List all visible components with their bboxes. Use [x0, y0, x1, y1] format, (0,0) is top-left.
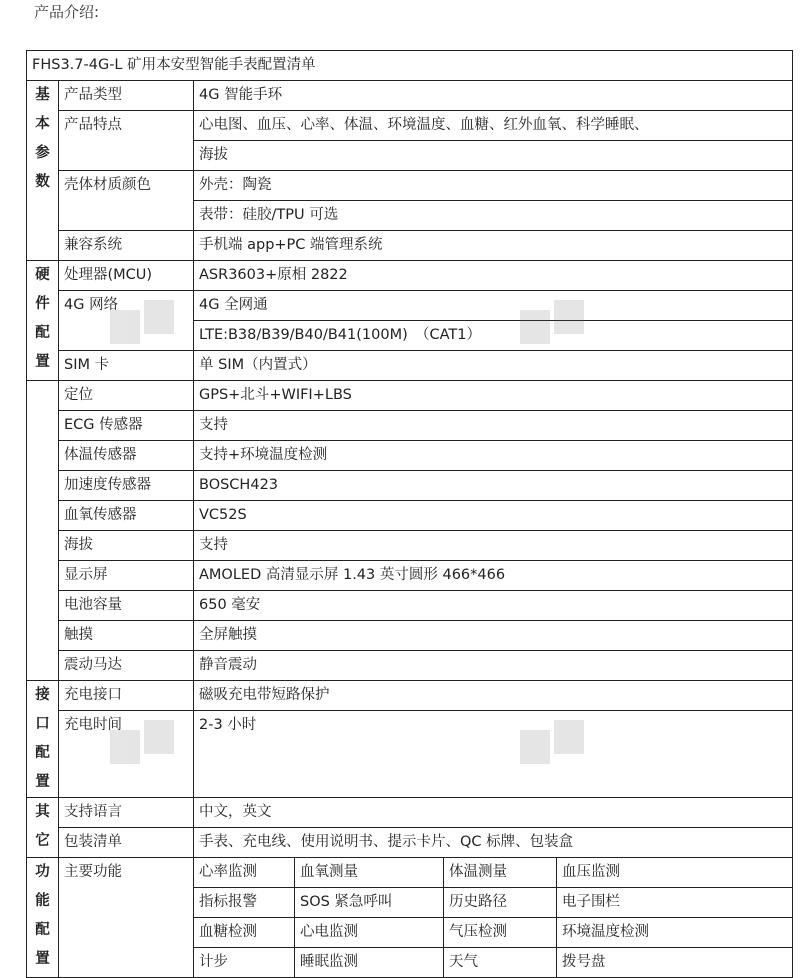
row-value: 支持+环境温度检测 [194, 441, 793, 471]
row-label: 处理器(MCU) [59, 261, 194, 291]
group-char: 配 [35, 745, 50, 761]
row-value: 表带：硅胶/TPU 可选 [194, 201, 793, 231]
row-value: 心电图、血压、心率、体温、环境温度、血糖、红外血氧、科学睡眠、 [194, 111, 793, 141]
function-cell: 血氧测量 [295, 858, 444, 888]
function-cell: 指标报警 [194, 888, 295, 918]
row-value: BOSCH423 [194, 471, 793, 501]
function-cell: 环境温度检测 [557, 918, 793, 948]
row-label: 4G 网络 [59, 291, 194, 351]
row-label: ECG 传感器 [59, 411, 194, 441]
row-label: 产品特点 [59, 111, 194, 171]
row-value: ASR3603+原相 2822 [194, 261, 793, 291]
function-cell: 气压检测 [444, 918, 557, 948]
row-value: 磁吸充电带短路保护 [194, 681, 793, 711]
function-cell: 拨号盘 [557, 948, 793, 978]
function-cell: 计步 [194, 948, 295, 978]
function-cell: 血糖检测 [194, 918, 295, 948]
row-value: 全屏触摸 [194, 621, 793, 651]
row-value: 手表、充电线、使用说明书、提示卡片、QC 标牌、包装盒 [194, 828, 793, 858]
row-label: 血氧传感器 [59, 501, 194, 531]
row-label: 充电时间 [59, 711, 194, 798]
row-label: SIM 卡 [59, 351, 194, 381]
group-char: 功 [35, 864, 50, 880]
group-char: 置 [35, 951, 50, 967]
function-cell: 天气 [444, 948, 557, 978]
row-value: GPS+北斗+WIFI+LBS [194, 381, 793, 411]
row-label: 震动马达 [59, 651, 194, 681]
group-char: 置 [35, 354, 50, 370]
row-value: 4G 智能手环 [194, 81, 793, 111]
row-label: 壳体材质颜色 [59, 171, 194, 231]
row-label: 定位 [59, 381, 194, 411]
group-char: 硬 [35, 267, 50, 283]
function-cell: 体温测量 [444, 858, 557, 888]
row-value: VC52S [194, 501, 793, 531]
function-cell: 血压监测 [557, 858, 793, 888]
row-label: 海拔 [59, 531, 194, 561]
row-value: 4G 全网通 [194, 291, 793, 321]
row-value: AMOLED 高清显示屏 1.43 英寸圆形 466*466 [194, 561, 793, 591]
function-cell: 睡眠监测 [295, 948, 444, 978]
group-char: 配 [35, 325, 50, 341]
row-label: 显示屏 [59, 561, 194, 591]
row-value: 手机端 app+PC 端管理系统 [194, 231, 793, 261]
function-cell: 心电监测 [295, 918, 444, 948]
row-value: 中文，英文 [194, 798, 793, 828]
group-hardware [27, 261, 59, 381]
function-cell: 心率监测 [194, 858, 295, 888]
group-char: 参 [35, 145, 50, 161]
group-function [27, 858, 59, 978]
row-value: 650 毫安 [194, 591, 793, 621]
group-char: 能 [35, 893, 50, 909]
row-value: 静音震动 [194, 651, 793, 681]
group-interface [27, 681, 59, 798]
row-label: 触摸 [59, 621, 194, 651]
group-char: 其 [35, 804, 50, 820]
intro-label: 产品介绍: [34, 3, 100, 21]
group-char: 置 [35, 774, 50, 790]
row-value: LTE:B38/B39/B40/B41(100M) （CAT1） [194, 321, 793, 351]
row-value: 2-3 小时 [194, 711, 793, 798]
row-label: 兼容系统 [59, 231, 194, 261]
row-value: 支持 [194, 411, 793, 441]
row-value: 海拔 [194, 141, 793, 171]
function-cell: 电子围栏 [557, 888, 793, 918]
row-value: 单 SIM（内置式） [194, 351, 793, 381]
row-label: 充电接口 [59, 681, 194, 711]
row-label: 产品类型 [59, 81, 194, 111]
row-label: 支持语言 [59, 798, 194, 828]
table-title: FHS3.7-4G-L 矿用本安型智能手表配置清单 [27, 51, 793, 81]
row-label: 电池容量 [59, 591, 194, 621]
group-char: 基 [35, 87, 50, 103]
group-char: 配 [35, 922, 50, 938]
row-label: 主要功能 [59, 858, 194, 978]
spec-table [26, 50, 793, 978]
group-hardware-empty [27, 381, 59, 681]
function-cell: SOS 紧急呼叫 [295, 888, 444, 918]
group-char: 口 [35, 716, 50, 732]
function-cell: 历史路径 [444, 888, 557, 918]
row-label: 体温传感器 [59, 441, 194, 471]
row-value: 支持 [194, 531, 793, 561]
group-char: 数 [35, 174, 50, 190]
row-label: 包装清单 [59, 828, 194, 858]
row-label: 加速度传感器 [59, 471, 194, 501]
group-char: 接 [35, 687, 50, 703]
group-basic [27, 81, 59, 261]
group-other [27, 798, 59, 858]
group-char: 它 [35, 833, 50, 849]
group-char: 件 [35, 296, 50, 312]
group-char: 本 [35, 116, 50, 132]
row-value: 外壳：陶瓷 [194, 171, 793, 201]
